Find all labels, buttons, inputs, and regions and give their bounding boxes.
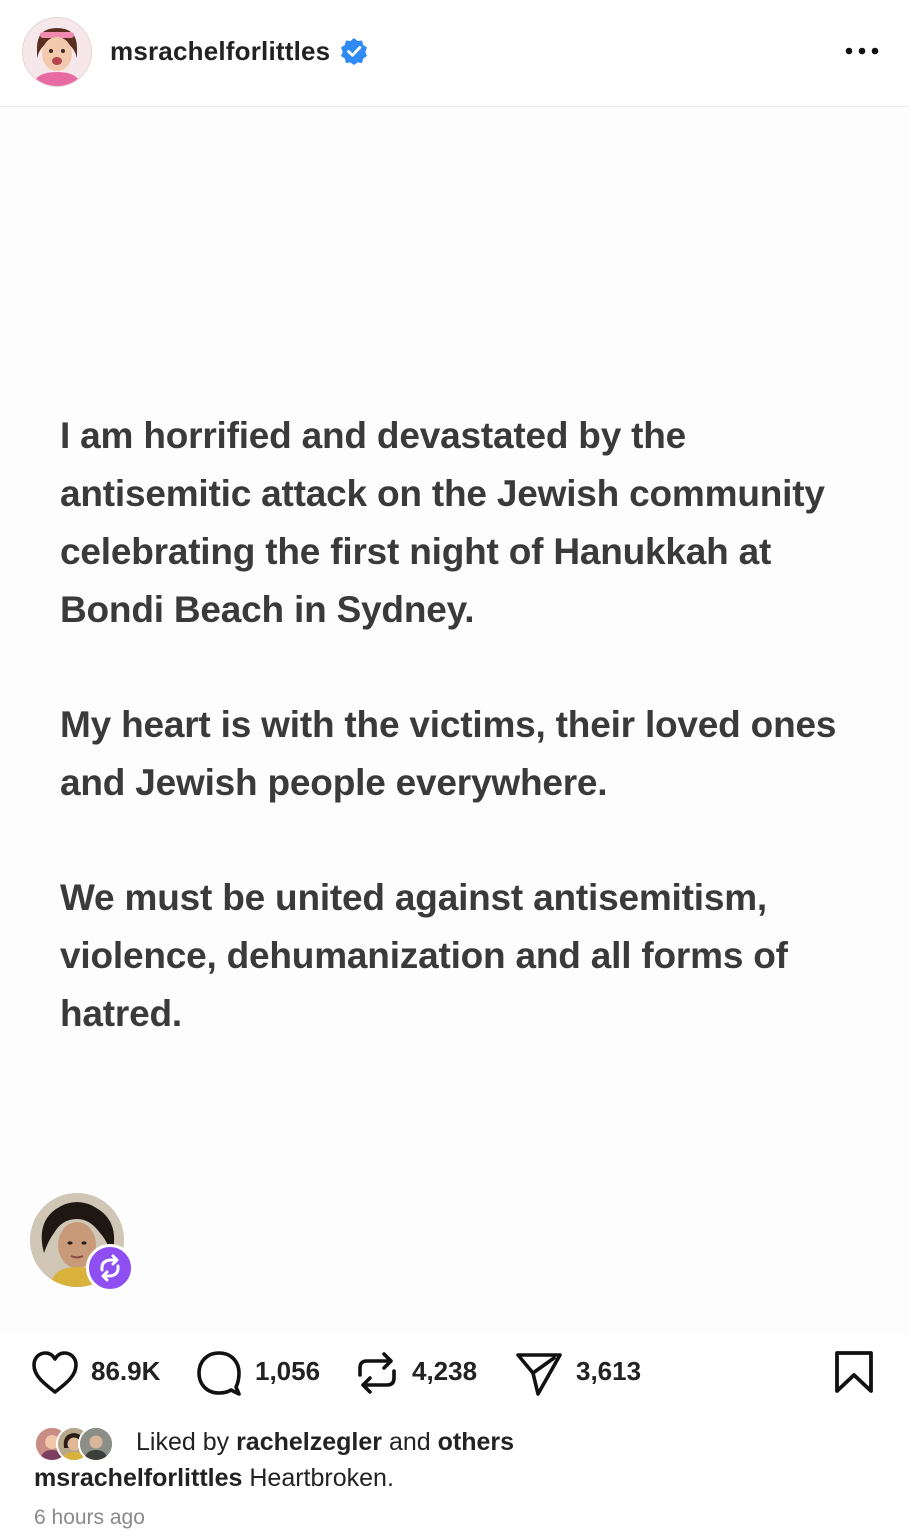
profile-photo-icon (23, 18, 91, 86)
liked-by-and: and (388, 1428, 431, 1456)
repost-icon (89, 1247, 131, 1289)
liker-avatar (78, 1426, 114, 1462)
repost-badge (86, 1244, 134, 1292)
post-caption (34, 1464, 394, 1493)
verified-badge-icon (340, 37, 368, 65)
action-bar (0, 1345, 909, 1401)
statement-paragraph: My heart is with the victims, their loved ones and Jewish people everywhere. (60, 704, 837, 803)
comment-icon (195, 1349, 243, 1397)
liked-by-text (136, 1428, 514, 1457)
more-options-icon[interactable] (842, 40, 882, 62)
post-statement (60, 407, 860, 1100)
caption-username[interactable]: msrachelforlittles (34, 1464, 243, 1492)
share-count: 3,613 (576, 1356, 642, 1386)
repost-count: 4,238 (412, 1356, 478, 1386)
liked-by-others-link[interactable]: others (437, 1428, 515, 1456)
heart-icon (30, 1349, 80, 1397)
send-icon (514, 1349, 564, 1397)
statement-paragraph: I am horrified and devastated by the antisemitic attack on the Jewish community celebrating the first night of Hanukkah at Bondi Beach in Sydney. (60, 415, 825, 630)
liked-by-user-link[interactable]: rachelzegler (236, 1428, 382, 1456)
profile-avatar[interactable] (22, 17, 92, 87)
post-timestamp: 6 hours ago (34, 1506, 145, 1529)
bookmark-icon[interactable] (830, 1348, 878, 1396)
post-image[interactable] (0, 107, 909, 1335)
liked-by-prefix: Liked by (136, 1428, 230, 1456)
liker-avatars[interactable] (34, 1426, 134, 1460)
username[interactable]: msrachelforlittles (110, 36, 331, 66)
liked-by-row (34, 1424, 734, 1460)
caption-text: Heartbroken. (249, 1464, 394, 1492)
repost-icon (354, 1349, 400, 1397)
comment-count: 1,056 (255, 1356, 321, 1386)
post-header (0, 0, 909, 107)
liker-photo-icon (80, 1428, 112, 1460)
statement-paragraph: We must be united against antisemitism, violence, dehumanization and all forms of hatred. (60, 877, 788, 1034)
like-count: 86.9K (91, 1356, 161, 1386)
